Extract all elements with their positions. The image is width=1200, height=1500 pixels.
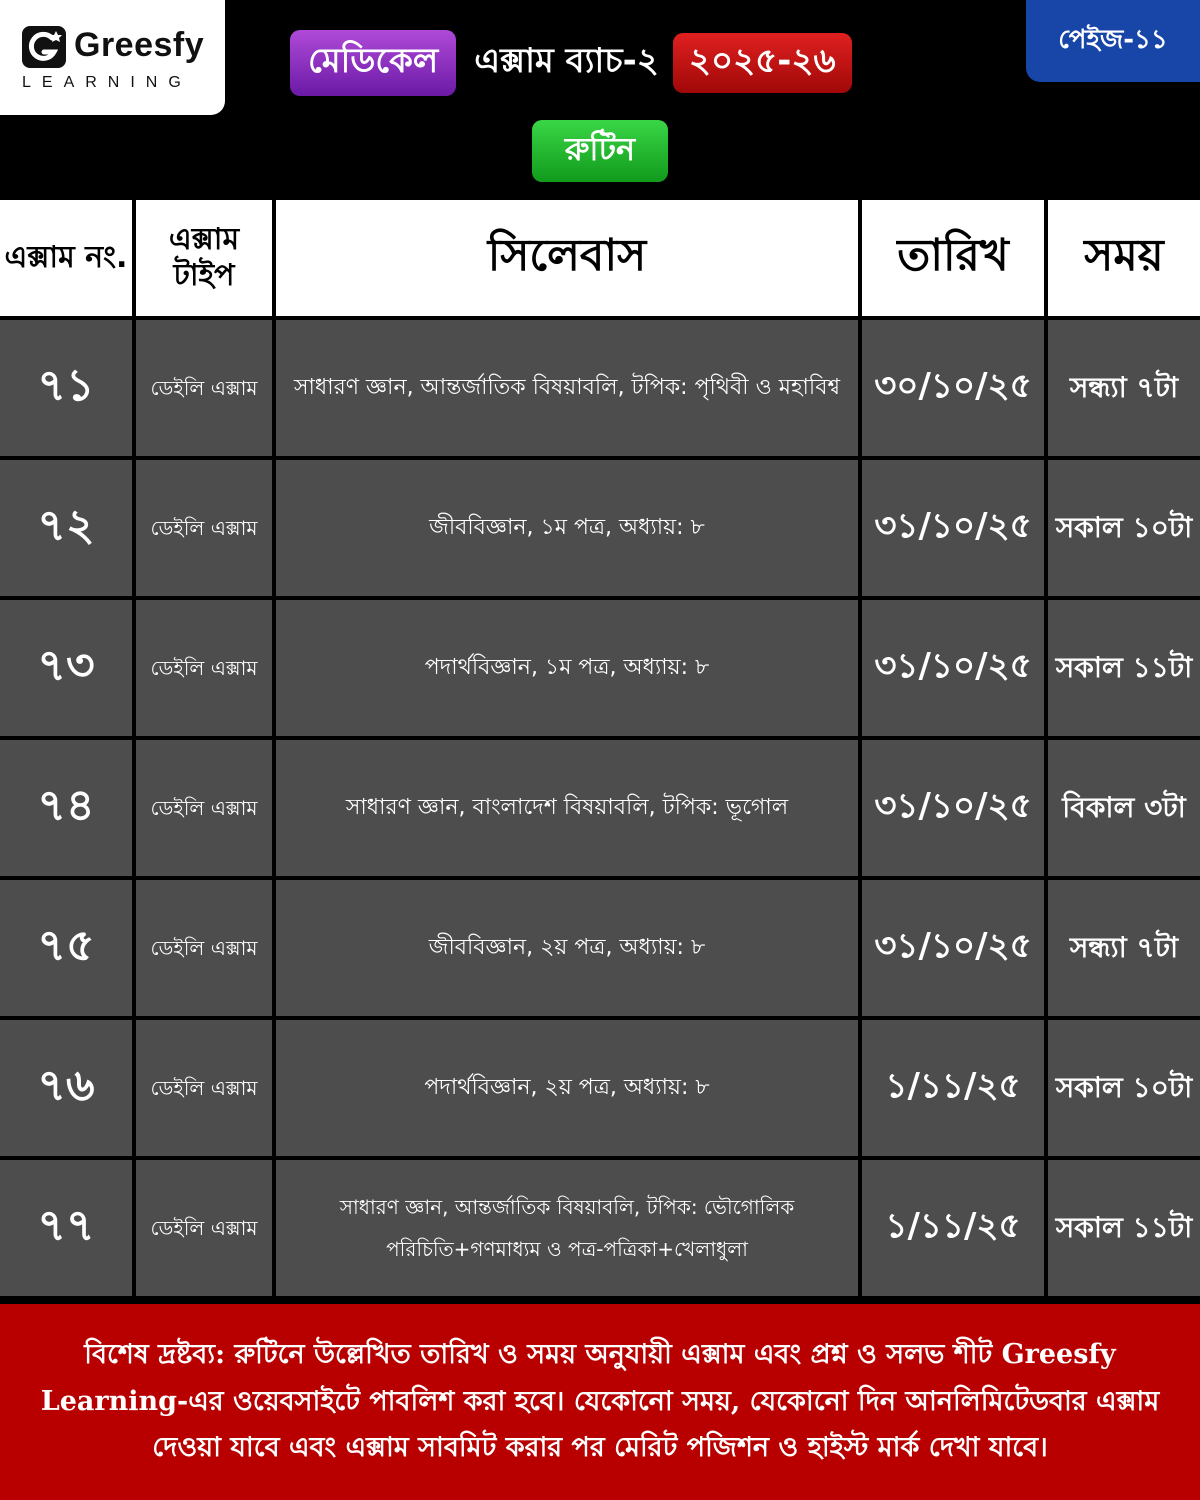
exam-date: ৩০/১০/২৫	[862, 320, 1044, 456]
logo-subtitle: LEARNING	[22, 74, 192, 91]
syllabus: সাধারণ জ্ঞান, আন্তর্জাতিক বিষয়াবলি, টপিক: পৃথিবী ও মহাবিশ্ব	[276, 320, 858, 456]
exam-type: ডেইলি এক্সাম	[136, 460, 272, 596]
exam-date: ৩১/১০/২৫	[862, 600, 1044, 736]
page-number-badge: পেইজ-১১	[1026, 0, 1200, 82]
exam-date: ৩১/১০/২৫	[862, 460, 1044, 596]
greesfy-logo-icon	[22, 26, 66, 68]
exam-time: সকাল ১১টা	[1048, 1160, 1200, 1296]
table-row	[0, 460, 1200, 596]
exam-type: ডেইলি এক্সাম	[136, 600, 272, 736]
syllabus: সাধারণ জ্ঞান, আন্তর্জাতিক বিষয়াবলি, টপিক: ভৌগোলিক পরিচিতি+গণমাধ্যম ও পত্র-পত্রিকা+খেলাধুলা	[276, 1160, 858, 1296]
syllabus: সাধারণ জ্ঞান, বাংলাদেশ বিষয়াবলি, টপিক: ভূগোল	[276, 740, 858, 876]
exam-number: ৭৫	[0, 880, 132, 1016]
exam-type: ডেইলি এক্সাম	[136, 1020, 272, 1156]
exam-time: বিকাল ৩টা	[1048, 740, 1200, 876]
exam-time: সকাল ১০টা	[1048, 1020, 1200, 1156]
exam-date: ১/১১/২৫	[862, 1020, 1044, 1156]
exam-number: ৭২	[0, 460, 132, 596]
table-header	[0, 200, 1200, 316]
special-note-text: বিশেষ দ্রষ্টব্য: রুটিনে উল্লেখিত তারিখ ও সময় অনুযায়ী এক্সাম এবং প্রশ্ন ও সলভ শীট Greesfy Learning-এর ওয়েবসাইটে পাবলিশ করা হবে। যেকোনো সময়, যেকোনো দিন আনলিমিটেডবার এক্সাম দেওয়া যাবে এবং এক্সাম সাবমিট করার পর মেরিট পজিশন ও হাইস্ট মার্ক দেখা যাবে।	[40, 1339, 1160, 1464]
col-header-date: তারিখ	[862, 200, 1044, 316]
exam-time: সকাল ১০টা	[1048, 460, 1200, 596]
col-header-time: সময়	[1048, 200, 1200, 316]
routine-badge: রুটিন	[532, 120, 668, 182]
exam-date: ৩১/১০/২৫	[862, 740, 1044, 876]
exam-number: ৭১	[0, 320, 132, 456]
header	[0, 0, 1200, 200]
exam-time: সকাল ১১টা	[1048, 600, 1200, 736]
syllabus: জীববিজ্ঞান, ১ম পত্র, অধ্যায়: ৮	[276, 460, 858, 596]
syllabus: পদার্থবিজ্ঞান, ২য় পত্র, অধ্যায়: ৮	[276, 1020, 858, 1156]
brand-logo[interactable]	[0, 0, 225, 115]
special-note	[0, 1304, 1200, 1500]
exam-type: ডেইলি এক্সাম	[136, 320, 272, 456]
table-row	[0, 1020, 1200, 1156]
batch-title: এক্সাম ব্যাচ-২	[474, 40, 659, 81]
year-badge: ২০২৫-২৬	[673, 33, 852, 93]
table-row	[0, 880, 1200, 1016]
table-row	[0, 600, 1200, 736]
exam-number: ৭৩	[0, 600, 132, 736]
syllabus: পদার্থবিজ্ঞান, ১ম পত্র, অধ্যায়: ৮	[276, 600, 858, 736]
table-row	[0, 740, 1200, 876]
table-row	[0, 320, 1200, 456]
exam-type: ডেইলি এক্সাম	[136, 880, 272, 1016]
routine-table	[0, 200, 1200, 1296]
table-row	[0, 1160, 1200, 1296]
exam-type: ডেইলি এক্সাম	[136, 1160, 272, 1296]
col-header-exam-no: এক্সাম নং.	[0, 200, 132, 316]
col-header-syllabus: সিলেবাস	[276, 200, 858, 316]
exam-type: ডেইলি এক্সাম	[136, 740, 272, 876]
syllabus: জীববিজ্ঞান, ২য় পত্র, অধ্যায়: ৮	[276, 880, 858, 1016]
medical-badge: মেডিকেল	[290, 30, 456, 96]
exam-date: ১/১১/২৫	[862, 1160, 1044, 1296]
exam-date: ৩১/১০/২৫	[862, 880, 1044, 1016]
exam-time: সন্ধ্যা ৭টা	[1048, 320, 1200, 456]
logo-name: Greesfy	[74, 26, 205, 64]
exam-number: ৭৬	[0, 1020, 132, 1156]
title-row	[290, 30, 852, 96]
exam-time: সন্ধ্যা ৭টা	[1048, 880, 1200, 1016]
exam-number: ৭৭	[0, 1160, 132, 1296]
col-header-exam-type: এক্সাম টাইপ	[136, 200, 272, 316]
exam-number: ৭৪	[0, 740, 132, 876]
